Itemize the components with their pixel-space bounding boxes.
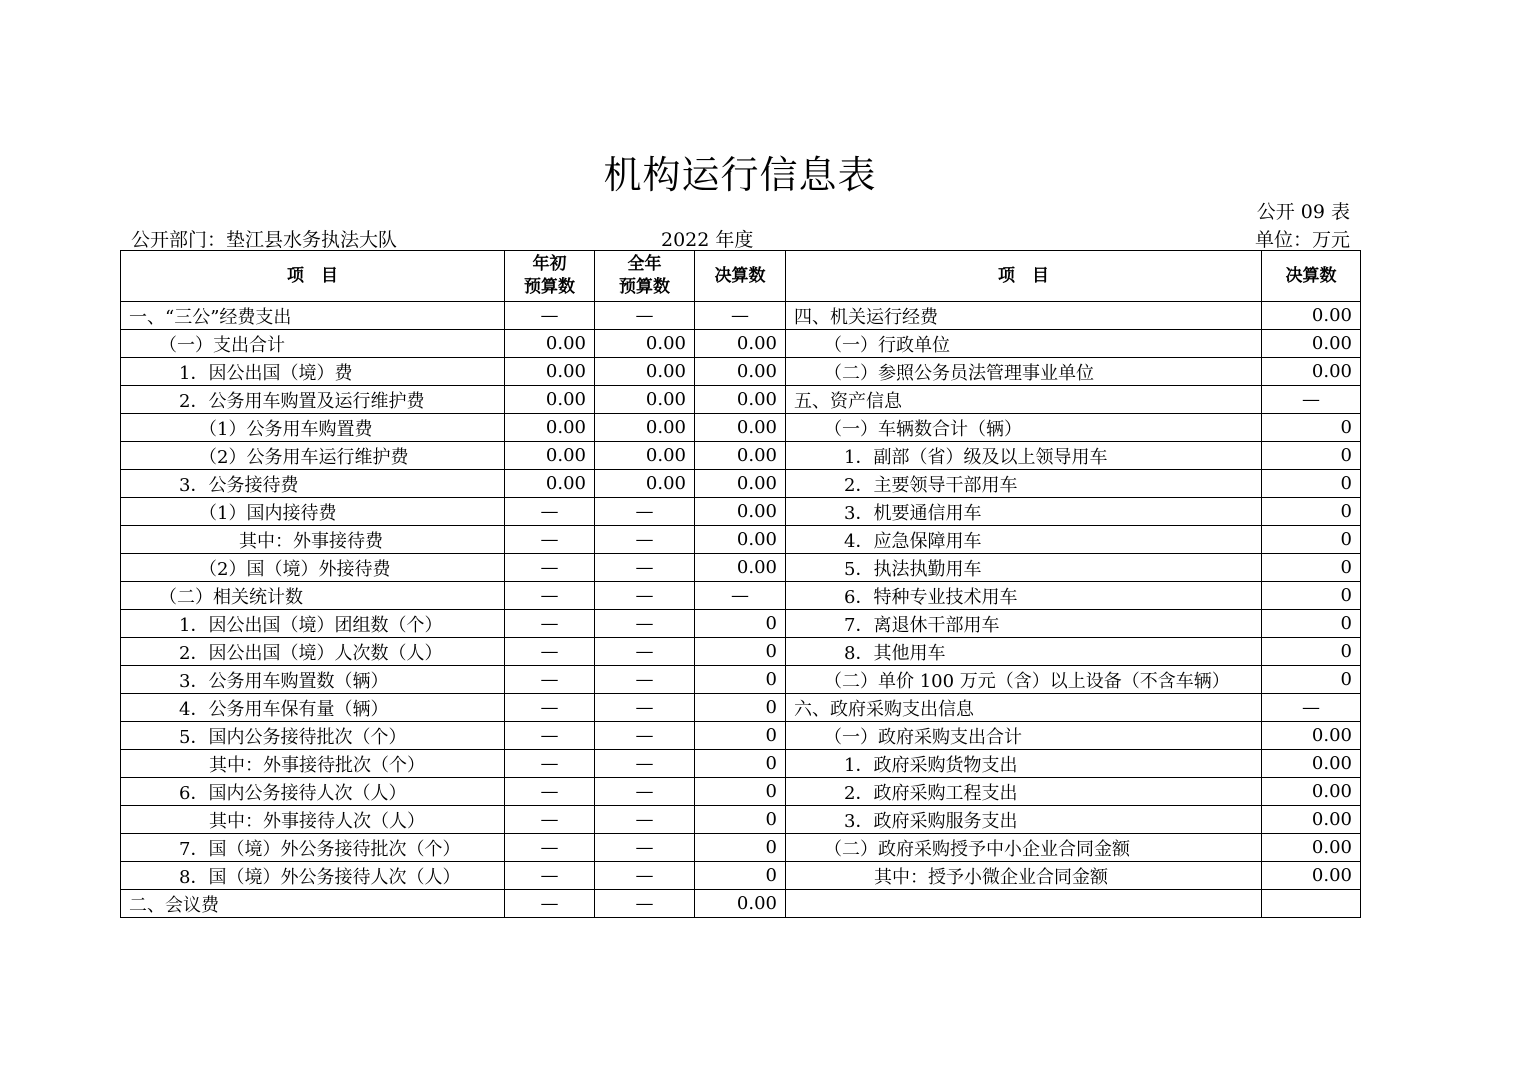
cell-item-right: 3．机要通信用车: [786, 498, 1262, 526]
cell-item-right: 1．副部（省）级及以上领导用车: [786, 442, 1262, 470]
cell-item-left: 2．因公出国（境）人次数（人）: [121, 638, 505, 666]
info-table: [120, 250, 1361, 918]
cell-final-right: 0: [1262, 498, 1361, 526]
cell-item-left: （1）公务用车购置费: [121, 414, 505, 442]
cell-final-left: 0: [695, 694, 786, 722]
unit-label: 单位：万元: [1254, 229, 1350, 251]
cell-final-right: 0.00: [1262, 806, 1361, 834]
cell-final-right: 0.00: [1262, 302, 1361, 330]
table-row: [121, 806, 1361, 834]
cell-item-left: 7．国（境）外公务接待批次（个）: [121, 834, 505, 862]
header-final-right: 决算数: [1262, 251, 1361, 302]
cell-item-right: 2．政府采购工程支出: [786, 778, 1262, 806]
cell-budget-initial: —: [505, 302, 595, 330]
cell-budget-initial: —: [505, 750, 595, 778]
cell-final-right: 0: [1262, 442, 1361, 470]
table-row: [121, 750, 1361, 778]
cell-item-right: （二）参照公务员法管理事业单位: [786, 358, 1262, 386]
cell-item-left: 其中：外事接待费: [121, 526, 505, 554]
cell-item-left: 其中：外事接待批次（个）: [121, 750, 505, 778]
table-row: [121, 526, 1361, 554]
cell-budget-initial: 0.00: [505, 414, 595, 442]
cell-final-right: —: [1262, 386, 1361, 414]
cell-budget-initial: 0.00: [505, 442, 595, 470]
meta-row: [131, 225, 1350, 249]
cell-budget-initial: 0.00: [505, 330, 595, 358]
cell-item-left: （1）国内接待费: [121, 498, 505, 526]
cell-item-right: （一）车辆数合计（辆）: [786, 414, 1262, 442]
table-row: [121, 330, 1361, 358]
cell-budget-full: 0.00: [595, 414, 695, 442]
cell-item-left: 2．公务用车购置及运行维护费: [121, 386, 505, 414]
table-row: [121, 862, 1361, 890]
cell-final-left: 0: [695, 806, 786, 834]
cell-final-left: 0: [695, 778, 786, 806]
cell-final-left: 0.00: [695, 470, 786, 498]
table-body: [121, 302, 1361, 918]
table-row: [121, 722, 1361, 750]
cell-budget-initial: —: [505, 778, 595, 806]
cell-budget-initial: —: [505, 610, 595, 638]
cell-item-left: 其中：外事接待人次（人）: [121, 806, 505, 834]
cell-budget-initial: 0.00: [505, 386, 595, 414]
cell-item-right: 7．离退休干部用车: [786, 610, 1262, 638]
cell-final-left: 0: [695, 610, 786, 638]
cell-final-left: 0: [695, 834, 786, 862]
cell-budget-initial: —: [505, 834, 595, 862]
cell-budget-full: —: [595, 582, 695, 610]
cell-final-right: 0: [1262, 470, 1361, 498]
cell-item-right: 6．特种专业技术用车: [786, 582, 1262, 610]
cell-final-right: 0: [1262, 582, 1361, 610]
cell-budget-initial: 0.00: [505, 358, 595, 386]
cell-budget-initial: —: [505, 638, 595, 666]
cell-item-right: （一）行政单位: [786, 330, 1262, 358]
cell-budget-initial: —: [505, 694, 595, 722]
cell-budget-full: —: [595, 554, 695, 582]
cell-item-right: 2．主要领导干部用车: [786, 470, 1262, 498]
cell-budget-full: —: [595, 862, 695, 890]
cell-budget-full: —: [595, 890, 695, 918]
cell-final-right: 0.00: [1262, 834, 1361, 862]
cell-item-right: 五、资产信息: [786, 386, 1262, 414]
table-row: [121, 358, 1361, 386]
cell-final-left: 0: [695, 638, 786, 666]
table-row: [121, 778, 1361, 806]
cell-item-right: 5．执法执勤用车: [786, 554, 1262, 582]
cell-final-left: —: [695, 582, 786, 610]
cell-budget-full: 0.00: [595, 470, 695, 498]
cell-item-left: 3．公务接待费: [121, 470, 505, 498]
cell-final-left: 0.00: [695, 386, 786, 414]
table-row: [121, 582, 1361, 610]
cell-budget-full: —: [595, 750, 695, 778]
table-row: [121, 554, 1361, 582]
cell-final-right: 0: [1262, 414, 1361, 442]
table-row: [121, 890, 1361, 918]
cell-budget-initial: —: [505, 806, 595, 834]
cell-item-right: 3．政府采购服务支出: [786, 806, 1262, 834]
cell-final-right: 0.00: [1262, 778, 1361, 806]
cell-final-right: 0.00: [1262, 330, 1361, 358]
cell-final-left: 0.00: [695, 554, 786, 582]
cell-item-right: 8．其他用车: [786, 638, 1262, 666]
cell-final-left: 0: [695, 750, 786, 778]
table-row: [121, 386, 1361, 414]
cell-final-right: 0: [1262, 666, 1361, 694]
cell-budget-initial: —: [505, 554, 595, 582]
header-budget-full-line1: 全年: [627, 254, 662, 274]
table-row: [121, 694, 1361, 722]
cell-item-left: 一、“三公”经费支出: [121, 302, 505, 330]
fiscal-year: 2022 年度: [661, 229, 754, 251]
cell-item-right: 4．应急保障用车: [786, 526, 1262, 554]
table-row: [121, 470, 1361, 498]
cell-final-left: 0.00: [695, 498, 786, 526]
table-header-row: [121, 251, 1361, 302]
cell-budget-full: 0.00: [595, 330, 695, 358]
cell-budget-initial: —: [505, 498, 595, 526]
cell-final-right: 0: [1262, 554, 1361, 582]
page-title: 机构运行信息表: [603, 153, 877, 197]
table-row: [121, 834, 1361, 862]
header-item-left: 项 目: [121, 251, 505, 302]
cell-item-right: （一）政府采购支出合计: [786, 722, 1262, 750]
cell-budget-full: 0.00: [595, 358, 695, 386]
cell-final-left: 0.00: [695, 358, 786, 386]
cell-budget-full: —: [595, 526, 695, 554]
cell-budget-full: —: [595, 806, 695, 834]
cell-item-right: （二）政府采购授予中小企业合同金额: [786, 834, 1262, 862]
table-row: [121, 302, 1361, 330]
table-row: [121, 414, 1361, 442]
header-budget-initial-line1: 年初: [532, 254, 567, 274]
cell-final-right: —: [1262, 694, 1361, 722]
cell-final-right: 0: [1262, 638, 1361, 666]
cell-budget-full: 0.00: [595, 386, 695, 414]
cell-final-left: 0: [695, 862, 786, 890]
cell-item-right: 其中：授予小微企业合同金额: [786, 862, 1262, 890]
cell-final-left: 0.00: [695, 442, 786, 470]
cell-item-left: （2）公务用车运行维护费: [121, 442, 505, 470]
cell-item-left: 1．因公出国（境）团组数（个）: [121, 610, 505, 638]
cell-final-right: 0: [1262, 610, 1361, 638]
cell-budget-full: —: [595, 722, 695, 750]
cell-final-right: 0.00: [1262, 358, 1361, 386]
cell-item-left: 3．公务用车购置数（辆）: [121, 666, 505, 694]
table-row: [121, 498, 1361, 526]
cell-budget-full: —: [595, 610, 695, 638]
cell-item-left: （二）相关统计数: [121, 582, 505, 610]
cell-item-left: 5．国内公务接待批次（个）: [121, 722, 505, 750]
cell-budget-initial: —: [505, 582, 595, 610]
cell-item-left: 6．国内公务接待人次（人）: [121, 778, 505, 806]
table-row: [121, 666, 1361, 694]
header-item-right: 项 目: [786, 251, 1262, 302]
cell-item-left: 4．公务用车保有量（辆）: [121, 694, 505, 722]
header-budget-initial-line2: 预算数: [524, 277, 575, 297]
cell-budget-full: —: [595, 694, 695, 722]
cell-item-right: （二）单价 100 万元（含）以上设备（不含车辆）: [786, 666, 1262, 694]
cell-item-right: 六、政府采购支出信息: [786, 694, 1262, 722]
cell-final-left: 0: [695, 722, 786, 750]
cell-final-left: 0: [695, 666, 786, 694]
cell-item-left: （2）国（境）外接待费: [121, 554, 505, 582]
cell-item-right: 1．政府采购货物支出: [786, 750, 1262, 778]
header-budget-full-line2: 预算数: [619, 277, 670, 297]
department-label: 公开部门：垫江县水务执法大队: [131, 229, 398, 251]
cell-final-left: 0.00: [695, 526, 786, 554]
cell-final-right: 0.00: [1262, 750, 1361, 778]
cell-final-right: 0: [1262, 526, 1361, 554]
cell-item-right: [786, 890, 1262, 918]
table-row: [121, 610, 1361, 638]
cell-final-left: —: [695, 302, 786, 330]
cell-budget-full: —: [595, 638, 695, 666]
header-budget-full: [595, 251, 695, 302]
cell-budget-full: 0.00: [595, 442, 695, 470]
cell-budget-full: —: [595, 666, 695, 694]
cell-budget-initial: —: [505, 722, 595, 750]
cell-item-left: 1．因公出国（境）费: [121, 358, 505, 386]
cell-budget-initial: —: [505, 890, 595, 918]
cell-final-right: [1262, 890, 1361, 918]
cell-item-left: 二、会议费: [121, 890, 505, 918]
cell-budget-initial: —: [505, 666, 595, 694]
cell-budget-full: —: [595, 302, 695, 330]
cell-budget-full: —: [595, 834, 695, 862]
cell-budget-initial: 0.00: [505, 470, 595, 498]
cell-final-right: 0.00: [1262, 722, 1361, 750]
cell-final-left: 0.00: [695, 330, 786, 358]
cell-item-right: 四、机关运行经费: [786, 302, 1262, 330]
cell-budget-initial: —: [505, 526, 595, 554]
cell-final-right: 0.00: [1262, 862, 1361, 890]
cell-item-left: （一）支出合计: [121, 330, 505, 358]
cell-budget-full: —: [595, 498, 695, 526]
cell-final-left: 0.00: [695, 890, 786, 918]
form-number: 公开 09 表: [1256, 201, 1350, 223]
header-final-left: 决算数: [695, 251, 786, 302]
cell-item-left: 8．国（境）外公务接待人次（人）: [121, 862, 505, 890]
cell-budget-full: —: [595, 778, 695, 806]
header-budget-initial: [505, 251, 595, 302]
table-row: [121, 442, 1361, 470]
table-row: [121, 638, 1361, 666]
cell-final-left: 0.00: [695, 414, 786, 442]
cell-budget-initial: —: [505, 862, 595, 890]
